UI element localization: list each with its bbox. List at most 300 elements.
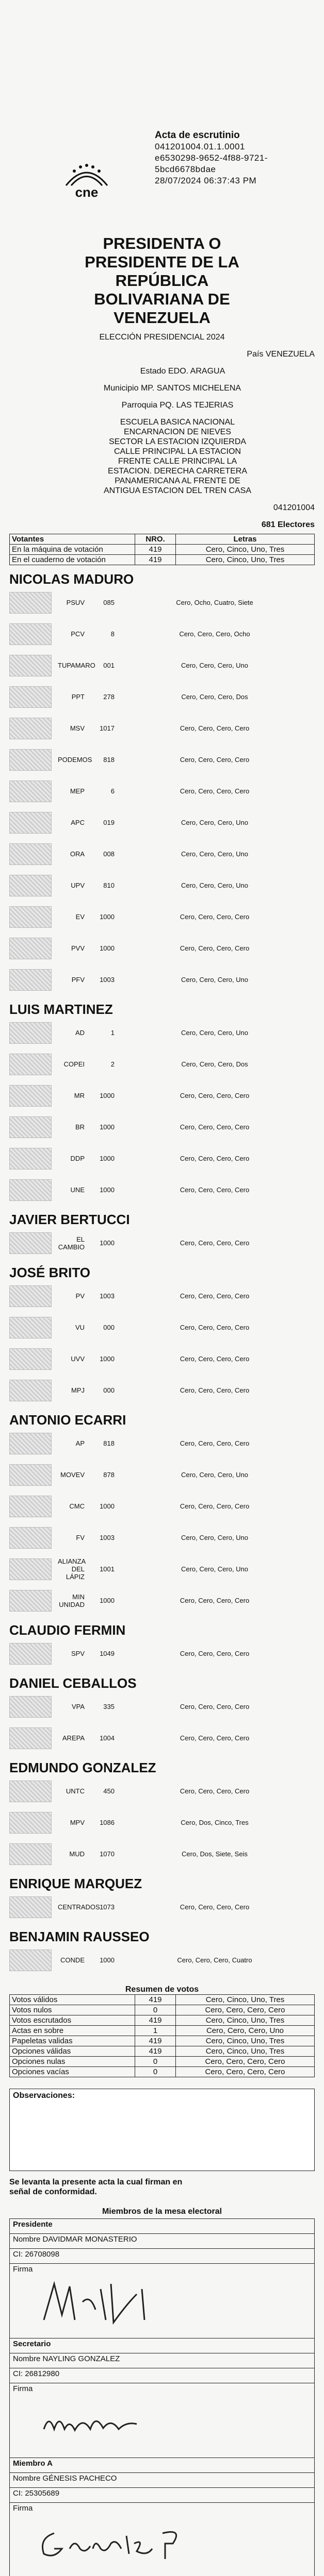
row-nro: 419 <box>135 545 176 555</box>
member-role: Presidente <box>9 2219 315 2234</box>
party-votes: 1049 <box>100 1650 115 1657</box>
party-acronym: TUPAMARO <box>58 662 95 669</box>
electores-count: 681 Electores <box>261 520 315 529</box>
centro-code: 041201004 <box>273 503 315 512</box>
party-votes: 000 <box>103 1386 115 1394</box>
party-logo <box>9 1696 52 1718</box>
summary-label: Opciones válidas <box>10 2046 135 2057</box>
party-votes-letters: Cero, Cero, Cero, Ocho <box>179 630 250 638</box>
party-row <box>9 1459 315 1490</box>
party-logo <box>9 718 52 739</box>
party-votes-letters: Cero, Cero, Cero, Cero <box>180 1787 250 1795</box>
firma-note-line: señal de conformidad. <box>9 2188 97 2196</box>
summary-nro: 0 <box>135 2057 176 2067</box>
table-row <box>10 2067 315 2077</box>
party-acronym: DDP <box>70 1155 85 1162</box>
party-votes: 1003 <box>100 976 115 984</box>
party-votes-letters: Cero, Cero, Cero, Uno <box>181 1565 249 1573</box>
table-row <box>10 2046 315 2057</box>
party-row <box>9 1891 315 1923</box>
member-firma <box>9 2383 315 2458</box>
title-line: BOLIVARIANA DE <box>94 290 230 308</box>
summary-label: Votos escrutados <box>10 2015 135 2026</box>
party-votes: 1000 <box>100 1956 115 1964</box>
party-votes-letters: Cero, Cero, Cero, Cero <box>180 724 250 732</box>
party-acronym: APC <box>71 819 85 826</box>
candidate-name: LUIS MARTINEZ <box>9 1002 113 1017</box>
party-logo <box>9 1781 52 1802</box>
member-ci: CI: 26708098 <box>9 2249 315 2264</box>
party-votes: 1001 <box>100 1565 115 1573</box>
party-votes-letters: Cero, Cero, Cero, Cero <box>180 1650 250 1657</box>
party-acronym: ORA <box>70 850 85 858</box>
summary-title: Resumen de votos <box>125 1985 199 1994</box>
party-acronym: MPJ <box>71 1386 85 1394</box>
row-letras: Cero, Cinco, Uno, Tres <box>176 555 315 565</box>
candidate-name: JOSÉ BRITO <box>9 1265 91 1280</box>
party-votes-letters: Cero, Cero, Cero, Cero <box>180 787 250 795</box>
summary-nro: 1 <box>135 2026 176 2036</box>
firma-note <box>9 2177 315 2197</box>
party-logo <box>9 781 52 802</box>
member-ci: CI: 25305689 <box>9 2488 315 2503</box>
party-logo <box>9 1054 52 1075</box>
party-logo <box>9 686 52 708</box>
party-acronym: MPV <box>70 1819 85 1826</box>
party-logo <box>9 1950 52 1971</box>
party-acronym: MEP <box>70 787 85 795</box>
party-logo <box>9 938 52 959</box>
party-logo <box>9 1590 52 1612</box>
member-firma <box>9 2264 315 2338</box>
party-acronym: PODEMOS <box>58 756 92 764</box>
party-logo <box>9 1179 52 1201</box>
party-votes-letters: Cero, Cero, Cero, Uno <box>181 1029 249 1037</box>
party-row <box>9 1143 315 1174</box>
party-row <box>9 838 315 870</box>
party-acronym: PVV <box>71 944 85 952</box>
member-nombre: Nombre NAYLING GONZALEZ <box>9 2353 315 2368</box>
party-votes: 335 <box>103 1703 115 1710</box>
party-row <box>9 681 315 713</box>
summary-label: Votos nulos <box>10 2005 135 2015</box>
party-acronym: BR <box>75 1123 85 1131</box>
party-votes-letters: Cero, Dos, Siete, Seis <box>182 1850 248 1858</box>
party-logo <box>9 1896 52 1918</box>
party-votes-letters: Cero, Cero, Cero, Cero <box>180 913 250 921</box>
party-acronym: AP <box>75 1439 85 1447</box>
party-acronym: EV <box>75 913 85 921</box>
party-votes-letters: Cero, Cero, Cero, Cero <box>180 1155 250 1162</box>
party-row <box>9 775 315 807</box>
party-acronym: FV <box>76 1534 85 1541</box>
party-votes-letters: Cero, Cero, Cero, Cuatro <box>177 1956 252 1964</box>
election-name: ELECCIÓN PRESIDENCIAL 2024 <box>99 333 225 342</box>
party-acronym: VPA <box>71 1703 85 1710</box>
party-logo <box>9 875 52 896</box>
parroquia: Parroquia PQ. LAS TEJERIAS <box>121 401 234 410</box>
party-row <box>9 1838 315 1870</box>
party-logo <box>9 1380 52 1401</box>
party-votes-letters: Cero, Cero, Cero, Cero <box>180 1186 250 1194</box>
party-acronym: MUD <box>69 1850 85 1858</box>
summary-letras: Cero, Cero, Cero, Cero <box>176 2067 315 2077</box>
location-info <box>9 332 315 530</box>
party-acronym: MR <box>74 1092 85 1099</box>
party-votes: 1000 <box>100 1355 115 1363</box>
estado: Estado EDO. ARAGUA <box>140 367 225 376</box>
summary-table <box>9 1994 315 2077</box>
party-votes-letters: Cero, Cero, Cero, Cero <box>180 1597 250 1604</box>
party-row <box>9 1017 315 1048</box>
party-row <box>9 1375 315 1406</box>
party-votes-letters: Cero, Cero, Cero, Cero <box>180 1123 250 1131</box>
party-votes: 1003 <box>100 1292 115 1300</box>
summary-nro: 0 <box>135 2005 176 2015</box>
acta-code: e6530298-9652-4f88-9721- <box>155 153 268 163</box>
summary-nro: 0 <box>135 2067 176 2077</box>
member-block <box>9 2338 315 2458</box>
party-votes: 450 <box>103 1787 115 1795</box>
party-votes: 818 <box>103 756 115 764</box>
party-acronym: AREPA <box>62 1734 85 1742</box>
party-acronym: CMC <box>69 1502 85 1510</box>
party-acronym: PV <box>75 1292 85 1300</box>
candidate-name: ANTONIO ECARRI <box>9 1412 126 1428</box>
party-votes-letters: Cero, Cero, Cero, Cero <box>180 1355 250 1363</box>
table-row <box>10 555 315 565</box>
party-row <box>9 1775 315 1807</box>
party-votes-letters: Cero, Dos, Cinco, Tres <box>181 1819 249 1826</box>
table-row <box>10 2036 315 2046</box>
party-votes: 1000 <box>100 1092 115 1099</box>
table-row <box>10 2057 315 2067</box>
observaciones-box <box>9 2089 315 2171</box>
party-votes: 1004 <box>100 1734 115 1742</box>
party-logo <box>9 1116 52 1138</box>
table-row <box>10 545 315 555</box>
party-row <box>9 870 315 901</box>
party-logo <box>9 812 52 834</box>
candidate-name: EDMUNDO GONZALEZ <box>9 1760 156 1775</box>
party-logo <box>9 1558 52 1580</box>
party-votes-letters: Cero, Cero, Cero, Cero <box>180 1239 250 1247</box>
party-votes-letters: Cero, Cero, Cero, Uno <box>181 1534 249 1541</box>
party-votes: 1017 <box>100 724 115 732</box>
party-votes-letters: Cero, Cero, Cero, Uno <box>181 882 249 889</box>
summary-nro: 419 <box>135 2036 176 2046</box>
summary-letras: Cero, Cinco, Uno, Tres <box>176 2036 315 2046</box>
candidate-name: NICOLAS MADURO <box>9 571 134 587</box>
party-row <box>9 713 315 744</box>
row-letras: Cero, Cinco, Uno, Tres <box>176 545 315 555</box>
party-row <box>9 1048 315 1080</box>
acta-code: 5bcd6678bdae <box>155 164 216 174</box>
party-votes: 1000 <box>100 913 115 921</box>
party-votes: 1000 <box>100 1155 115 1162</box>
party-row <box>9 1227 315 1259</box>
summary-label: Papeletas validas <box>10 2036 135 2046</box>
sector-line: PANAMERICANA AL FRENTE DE <box>115 477 240 485</box>
party-logo <box>9 1464 52 1486</box>
summary-letras: Cero, Cero, Cero, Cero <box>176 2005 315 2015</box>
party-votes-letters: Cero, Cero, Cero, Uno <box>181 850 249 858</box>
party-votes: 1003 <box>100 1534 115 1541</box>
party-logo <box>9 749 52 771</box>
sector-line: SECTOR LA ESTACION IZQUIERDA <box>108 437 247 446</box>
party-votes-letters: Cero, Cero, Cero, Cero <box>180 1903 250 1911</box>
party-votes: 085 <box>103 599 115 606</box>
party-row <box>9 1807 315 1838</box>
party-votes: 019 <box>103 819 115 826</box>
party-logo <box>9 623 52 645</box>
party-row <box>9 650 315 681</box>
party-acronym: MSV <box>70 724 85 732</box>
cne-logo <box>56 155 118 204</box>
party-votes-letters: Cero, Cero, Cero, Uno <box>181 1471 249 1479</box>
party-votes: 278 <box>103 693 115 701</box>
party-votes: 1000 <box>100 1502 115 1510</box>
header <box>9 0 315 289</box>
party-votes: 1000 <box>100 1123 115 1131</box>
party-acronym: EL CAMBIO <box>58 1235 85 1251</box>
party-acronym: CENTRADOS <box>58 1903 100 1911</box>
candidate-name: JAVIER BERTUCCI <box>9 1212 130 1227</box>
table-row <box>10 2005 315 2015</box>
firma-note-line: Se levanta la presente acta la cual firman en <box>9 2178 183 2187</box>
party-votes-letters: Cero, Cero, Cero, Cero <box>180 1502 250 1510</box>
party-acronym: VU <box>75 1324 85 1331</box>
party-votes: 1000 <box>100 1597 115 1604</box>
party-acronym: PSUV <box>66 599 85 606</box>
party-logo <box>9 1232 52 1254</box>
party-votes-letters: Cero, Ocho, Cuatro, Siete <box>176 599 253 606</box>
party-votes: 000 <box>103 1324 115 1331</box>
party-row <box>9 1585 315 1616</box>
party-votes-letters: Cero, Cero, Cero, Cero <box>180 944 250 952</box>
party-row <box>9 1080 315 1111</box>
table-row <box>10 2015 315 2026</box>
member-nombre: Nombre DAVIDMAR MONASTERIO <box>9 2234 315 2249</box>
party-votes-letters: Cero, Cero, Cero, Cero <box>180 1292 250 1300</box>
member-ci: CI: 26812980 <box>9 2368 315 2383</box>
votantes-table <box>9 534 315 565</box>
party-row <box>9 1944 315 1976</box>
party-logo <box>9 1527 52 1549</box>
party-row <box>9 587 315 618</box>
party-votes: 8 <box>110 630 115 638</box>
party-row <box>9 1343 315 1375</box>
row-nro: 419 <box>135 555 176 565</box>
candidate-name: CLAUDIO FERMIN <box>9 1622 126 1638</box>
party-logo <box>9 1317 52 1338</box>
candidate-name: DANIEL CEBALLOS <box>9 1675 137 1691</box>
party-votes: 1086 <box>100 1819 115 1826</box>
party-acronym: SPV <box>71 1650 85 1657</box>
summary-label: Opciones vacías <box>10 2067 135 2077</box>
centro-line: ENCARNACION DE NIEVES <box>123 428 232 436</box>
party-votes-letters: Cero, Cero, Cero, Cero <box>180 1386 250 1394</box>
party-acronym: MOVEV <box>60 1471 85 1479</box>
title-line: REPÚBLICA <box>115 272 209 290</box>
summary-letras: Cero, Cinco, Uno, Tres <box>176 2046 315 2057</box>
party-acronym: COPEI <box>63 1060 85 1068</box>
row-label: En el cuaderno de votación <box>10 555 135 565</box>
party-row <box>9 1428 315 1459</box>
party-votes: 001 <box>103 662 115 669</box>
party-logo <box>9 1643 52 1665</box>
firma-label: Firma <box>13 2504 33 2513</box>
summary-nro: 419 <box>135 2046 176 2057</box>
party-votes: 1 <box>110 1029 115 1037</box>
party-votes-letters: Cero, Cero, Cero, Cero <box>180 1734 250 1742</box>
party-row <box>9 901 315 933</box>
party-logo <box>9 1496 52 1517</box>
party-votes-letters: Cero, Cero, Cero, Dos <box>181 1060 248 1068</box>
signature-icon <box>34 2393 168 2450</box>
party-votes-letters: Cero, Cero, Cero, Cero <box>180 756 250 764</box>
candidates-list <box>9 571 315 1976</box>
party-row <box>9 933 315 964</box>
party-votes: 818 <box>103 1439 115 1447</box>
party-acronym: PCV <box>71 630 85 638</box>
party-acronym: UPV <box>71 882 85 889</box>
title-line: VENEZUELA <box>114 309 210 327</box>
candidate-name: ENRIQUE MARQUEZ <box>9 1876 142 1891</box>
party-logo <box>9 1022 52 1044</box>
col-letras: Letras <box>176 534 315 545</box>
party-row <box>9 807 315 838</box>
party-votes: 1000 <box>100 1186 115 1194</box>
party-votes-letters: Cero, Cero, Cero, Dos <box>181 693 248 701</box>
summary-label: Actas en sobre <box>10 2026 135 2036</box>
sector-line: ESTACION. DERECHA CARRETERA <box>108 467 247 476</box>
sector-line: CALLE PRINCIPAL LA ESTACION <box>114 447 241 456</box>
summary-letras: Cero, Cero, Cero, Cero <box>176 2057 315 2067</box>
acta-code: 041201004.01.1.0001 <box>155 142 245 151</box>
summary-letras: Cero, Cero, Cero, Uno <box>176 2026 315 2036</box>
summary-label: Votos válidos <box>10 1995 135 2005</box>
table-row <box>10 2026 315 2036</box>
party-acronym: UNTC <box>66 1787 85 1795</box>
party-logo <box>9 1727 52 1749</box>
row-label: En la máquina de votación <box>10 545 135 555</box>
party-acronym: PFV <box>71 976 85 984</box>
summary-label: Opciones nulas <box>10 2057 135 2067</box>
party-acronym: UNE <box>70 1186 85 1194</box>
centro-votacion <box>9 417 315 437</box>
col-nro: NRO. <box>135 534 176 545</box>
table-row <box>10 1995 315 2005</box>
party-acronym: AD <box>75 1029 85 1037</box>
pais: País VENEZUELA <box>247 350 315 359</box>
members-list <box>9 2218 315 2576</box>
observaciones-label: Observaciones: <box>13 2091 75 2100</box>
cne-logo-text: cne <box>75 184 99 200</box>
summary-nro: 419 <box>135 2015 176 2026</box>
title-line: PRESIDENTE DE LA <box>85 253 239 271</box>
summary-letras: Cero, Cinco, Uno, Tres <box>176 2015 315 2026</box>
party-row <box>9 1553 315 1585</box>
acta-timestamp: 28/07/2024 06:37:43 PM <box>155 176 257 185</box>
party-votes-letters: Cero, Cero, Cero, Cero <box>180 1324 250 1331</box>
receipt <box>9 0 315 2576</box>
party-votes: 878 <box>103 1471 115 1479</box>
candidate-name: BENJAMIN RAUSSEO <box>9 1929 150 1944</box>
party-votes: 1070 <box>100 1850 115 1858</box>
member-block <box>9 2458 315 2576</box>
party-votes: 810 <box>103 882 115 889</box>
signature-icon <box>34 2274 168 2330</box>
member-nombre: Nombre GÉNESIS PACHECO <box>9 2473 315 2488</box>
party-logo <box>9 1285 52 1307</box>
party-votes: 2 <box>110 1060 115 1068</box>
member-role: Secretario <box>9 2338 315 2353</box>
party-row <box>9 1722 315 1754</box>
party-row <box>9 1638 315 1669</box>
party-logo <box>9 1348 52 1370</box>
party-row <box>9 1691 315 1722</box>
party-votes-letters: Cero, Cero, Cero, Uno <box>181 976 249 984</box>
party-row <box>9 1174 315 1206</box>
party-acronym: UVV <box>71 1355 85 1363</box>
party-logo <box>9 1433 52 1454</box>
party-row <box>9 964 315 995</box>
members-title: Miembros de la mesa electoral <box>102 2207 222 2216</box>
party-logo <box>9 1843 52 1865</box>
party-votes: 1073 <box>100 1903 115 1911</box>
centro-line: ESCUELA BASICA NACIONAL <box>120 418 235 427</box>
party-votes-letters: Cero, Cero, Cero, Uno <box>181 819 249 826</box>
firma-label: Firma <box>13 2265 33 2274</box>
party-acronym: PPT <box>71 693 85 701</box>
party-votes: 1000 <box>100 944 115 952</box>
member-firma <box>9 2503 315 2576</box>
party-row <box>9 1490 315 1522</box>
party-logo <box>9 655 52 676</box>
party-row <box>9 744 315 775</box>
member-block <box>9 2219 315 2338</box>
party-logo <box>9 1085 52 1107</box>
party-votes-letters: Cero, Cero, Cero, Cero <box>180 1703 250 1710</box>
summary-nro: 419 <box>135 1995 176 2005</box>
party-logo <box>9 969 52 991</box>
sector-line: FRENTE CALLE PRINCIPAL LA <box>118 457 237 466</box>
party-votes: 008 <box>103 850 115 858</box>
firma-label: Firma <box>13 2384 33 2393</box>
signature-icon <box>34 2513 199 2569</box>
party-acronym: ALIANZA DEL LÁPIZ <box>58 1557 86 1581</box>
party-votes: 1000 <box>100 1239 115 1247</box>
party-logo <box>9 592 52 614</box>
acta-title: Acta de escrutinio <box>155 130 240 141</box>
party-acronym: MIN UNIDAD <box>59 1592 85 1608</box>
member-role: Miembro A <box>9 2458 315 2473</box>
party-votes: 6 <box>110 787 115 795</box>
party-logo <box>9 1812 52 1834</box>
party-row <box>9 1111 315 1143</box>
party-logo <box>9 1148 52 1170</box>
party-votes-letters: Cero, Cero, Cero, Uno <box>181 662 249 669</box>
party-row <box>9 618 315 650</box>
party-acronym: CONDE <box>60 1956 85 1964</box>
party-row <box>9 1280 315 1312</box>
party-logo <box>9 843 52 865</box>
header-info <box>155 130 315 187</box>
sector-direccion <box>9 437 315 496</box>
party-votes-letters: Cero, Cero, Cero, Cero <box>180 1439 250 1447</box>
col-votantes: Votantes <box>10 534 135 545</box>
